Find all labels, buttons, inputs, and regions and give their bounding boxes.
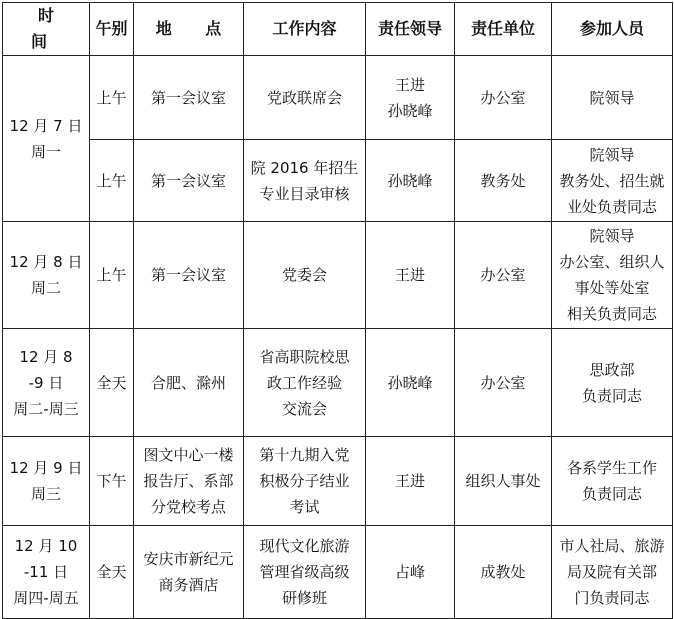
schedule-table	[2, 2, 673, 619]
location-cell: 合肥、滁州	[134, 329, 244, 437]
content-cell: 现代文化旅游 管理省级高级 研修班	[244, 526, 366, 619]
unit-cell: 办公室	[455, 222, 552, 329]
content-cell: 院 2016 年招生 专业目录审核	[244, 140, 366, 222]
period-cell: 上午	[90, 56, 134, 140]
header-content: 工作内容	[244, 3, 366, 56]
leader-cell: 王进	[366, 437, 455, 526]
table-row	[3, 222, 673, 329]
content-cell: 第十九期入党 积极分子结业 考试	[244, 437, 366, 526]
content-cell: 党委会	[244, 222, 366, 329]
period-cell: 上午	[90, 222, 134, 329]
content-cell: 党政联席会	[244, 56, 366, 140]
leader-cell: 王进 孙晓峰	[366, 56, 455, 140]
leader-cell: 孙晓峰	[366, 140, 455, 222]
header-leader: 责任领导	[366, 3, 455, 56]
period-cell: 全天	[90, 526, 134, 619]
header-location: 地 点	[134, 3, 244, 56]
location-cell: 图文中心一楼 报告厅、系部 分党校考点	[134, 437, 244, 526]
table-row	[3, 140, 673, 222]
period-cell: 下午	[90, 437, 134, 526]
header-period: 午别	[90, 3, 134, 56]
attendees-cell: 思政部 负责同志	[552, 329, 673, 437]
unit-cell: 组织人事处	[455, 437, 552, 526]
location-cell: 第一会议室	[134, 222, 244, 329]
unit-cell: 办公室	[455, 56, 552, 140]
header-time: 时 间	[3, 3, 90, 56]
table-row	[3, 437, 673, 526]
unit-cell: 办公室	[455, 329, 552, 437]
date-cell: 12 月 10 -11 日 周四-周五	[3, 526, 90, 619]
attendees-cell: 市人社局、旅游 局及院有关部 门负责同志	[552, 526, 673, 619]
period-cell: 全天	[90, 329, 134, 437]
attendees-cell: 院领导 教务处、招生就 业处负责同志	[552, 140, 673, 222]
table-row	[3, 329, 673, 437]
date-cell: 12 月 9 日 周三	[3, 437, 90, 526]
location-cell: 第一会议室	[134, 140, 244, 222]
attendees-cell: 各系学生工作 负责同志	[552, 437, 673, 526]
date-cell: 12 月 7 日 周一	[3, 56, 90, 222]
period-cell: 上午	[90, 140, 134, 222]
unit-cell: 成教处	[455, 526, 552, 619]
location-cell: 第一会议室	[134, 56, 244, 140]
leader-cell: 孙晓峰	[366, 329, 455, 437]
header-unit: 责任单位	[455, 3, 552, 56]
table-row	[3, 56, 673, 140]
unit-cell: 教务处	[455, 140, 552, 222]
table-row	[3, 526, 673, 619]
leader-cell: 王进	[366, 222, 455, 329]
date-cell: 12 月 8 日 周二	[3, 222, 90, 329]
attendees-cell: 院领导 办公室、组织人 事处等处室 相关负责同志	[552, 222, 673, 329]
date-cell: 12 月 8 -9 日 周二-周三	[3, 329, 90, 437]
leader-cell: 占峰	[366, 526, 455, 619]
content-cell: 省高职院校思 政工作经验 交流会	[244, 329, 366, 437]
attendees-cell: 院领导	[552, 56, 673, 140]
location-cell: 安庆市新纪元 商务酒店	[134, 526, 244, 619]
header-row	[3, 3, 673, 56]
header-attendees: 参加人员	[552, 3, 673, 56]
